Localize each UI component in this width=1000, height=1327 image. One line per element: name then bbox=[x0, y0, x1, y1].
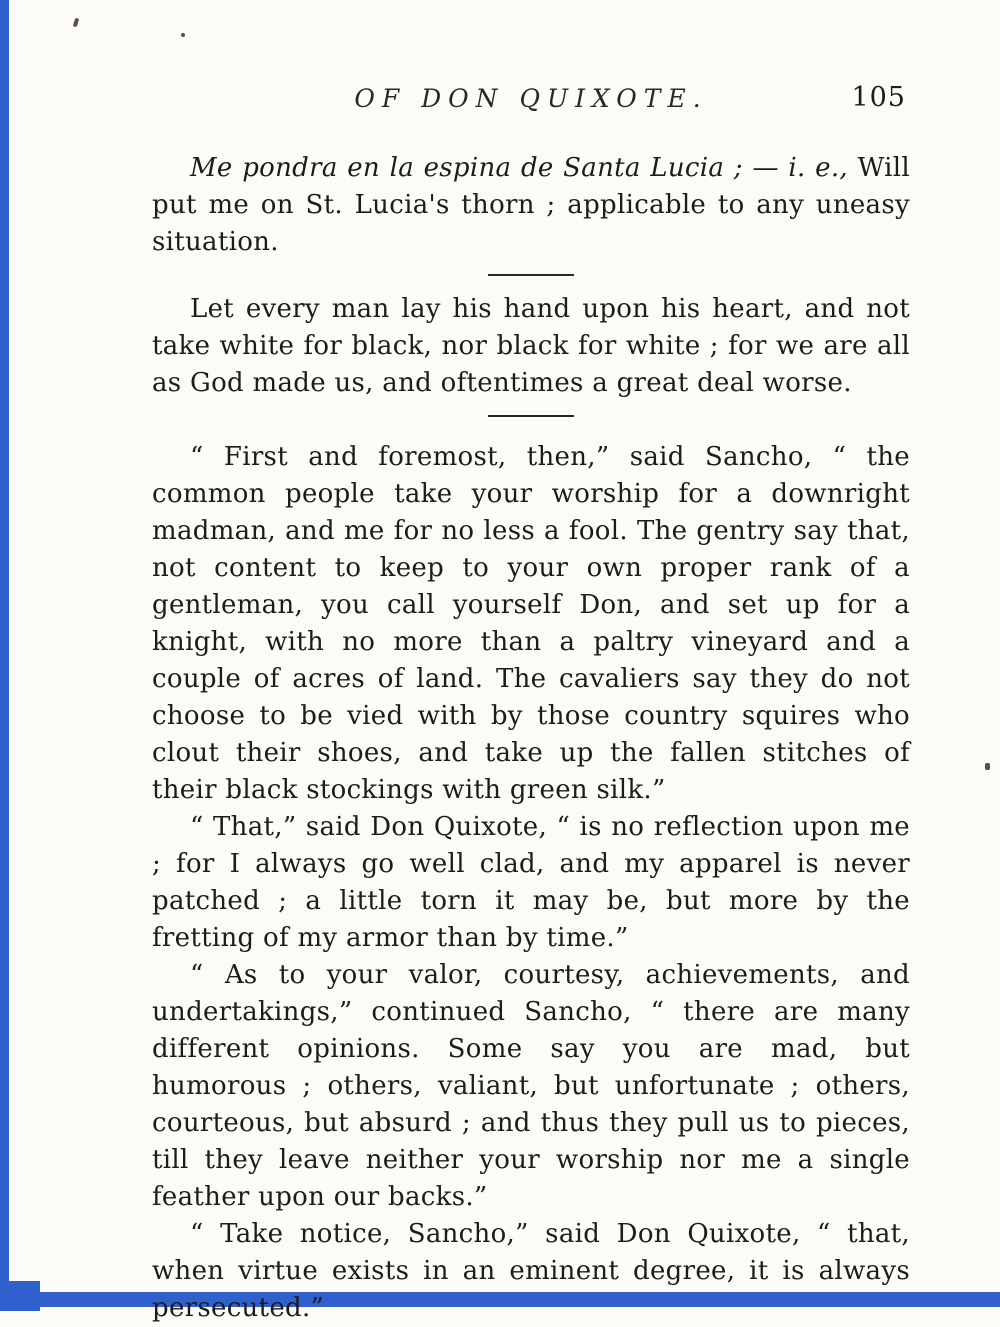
translator-note bbox=[152, 150, 910, 261]
scan-speck bbox=[73, 18, 80, 28]
dialogue-paragraph: “ That,” said Don Quixote, “ is no reflection upon me ; for I always go well clad, and my apparel is never patched ; a little torn it may be, but more by the fretting of my armor than by time.” bbox=[152, 812, 910, 953]
page-number: 105 bbox=[851, 82, 906, 113]
note-plain-text: Will put me on St. Lucia's thorn ; applicable to any uneasy situation. bbox=[152, 153, 910, 257]
section-divider bbox=[488, 415, 574, 417]
running-header-title: OF DON QUIXOTE. bbox=[354, 84, 708, 113]
scan-edge-left bbox=[0, 0, 9, 1311]
section-divider bbox=[488, 274, 574, 276]
scan-edge-corner bbox=[0, 1281, 40, 1311]
note-italic-text: Me pondra en la espina de Santa Lucia ; — i. e., bbox=[190, 153, 858, 183]
dialogue-paragraph: “ As to your valor, courtesy, achievements, and undertakings,” continued Sancho, “ there are many different opinions. Some say you are mad, but humorous ; others, valiant, but unfortunate ; others, courteous, but absurd ; and thus they pull us to pieces, till they leave neither your worship nor me a single feather upon our backs.” bbox=[152, 960, 910, 1212]
scan-speck bbox=[985, 763, 990, 770]
scan-speck bbox=[181, 33, 185, 37]
dialogue-paragraph: “ First and foremost, then,” said Sancho, “ the common people take your worship for a downright madman, and me for no less a fool. The gentry say that, not content to keep to your own proper rank of a gentleman, you call yourself Don, and set up for a knight, with no more than a paltry vineyard and a couple of acres of land. The cavaliers say they do not choose to be vied with by those country squires who clout their shoes, and take up the fallen stitches of their black stockings with green silk.” bbox=[152, 442, 910, 805]
running-header bbox=[152, 84, 910, 118]
dialogue-paragraph: “ Take notice, Sancho,” said Don Quixote, “ that, when virtue exists in an eminent degree, it is always persecuted.” bbox=[152, 1219, 910, 1323]
page-content bbox=[152, 84, 910, 1327]
aphorism-paragraph: Let every man lay his hand upon his heart, and not take white for black, nor black for white ; for we are all as God made us, and oftentimes a great deal worse. bbox=[152, 294, 910, 398]
